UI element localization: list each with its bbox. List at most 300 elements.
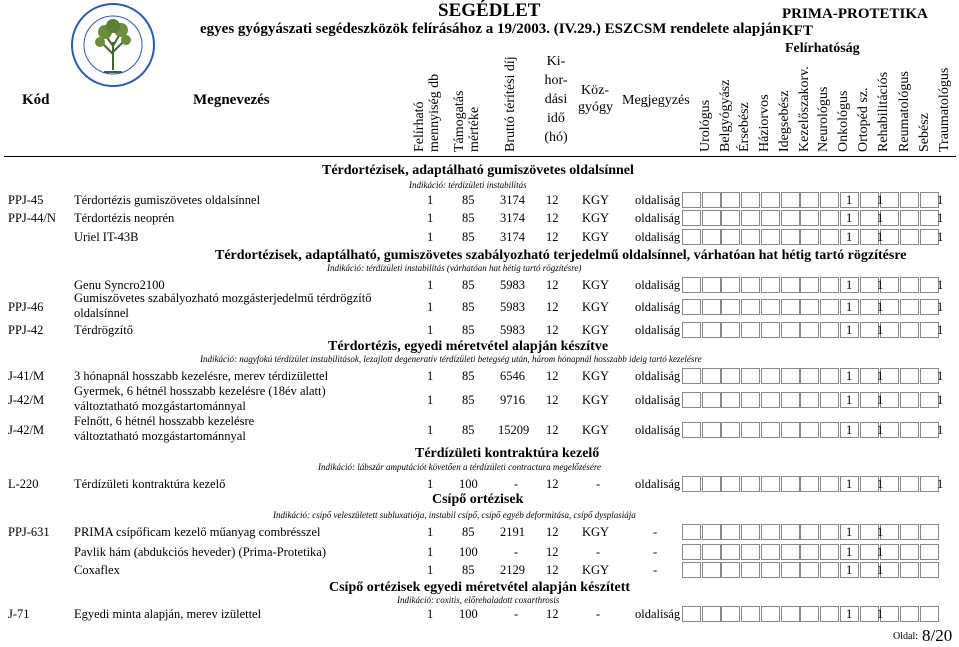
specialist-box — [820, 277, 839, 293]
specialist-mark: 1 — [877, 193, 884, 207]
specialist-box — [761, 524, 780, 540]
specialist-box — [800, 368, 819, 384]
company-name: PRIMA-PROTETIKA KFT — [782, 6, 928, 39]
specialist-box — [682, 606, 701, 622]
row-price: 9716 — [500, 393, 525, 407]
section-title: Térdortézisek, adaptálható gumiszövetes oldalsínnel — [322, 163, 634, 178]
specialist-mark: 1 — [846, 393, 853, 407]
row-support: 85 — [462, 369, 475, 383]
specialist-mark: 1 — [877, 211, 884, 225]
specialist-box — [741, 210, 760, 226]
specialist-box — [682, 524, 701, 540]
row-price: 3174 — [500, 211, 525, 225]
specialist-box — [781, 422, 800, 438]
specialist-box — [761, 422, 780, 438]
specialist-box — [820, 322, 839, 338]
specialist-box — [721, 392, 740, 408]
row-note: oldaliság — [635, 323, 681, 337]
row-qty: 1 — [427, 563, 434, 577]
specialist-box — [721, 562, 740, 578]
specialist-box — [781, 544, 800, 560]
section-indication: Indikáció: térdízületi instabilitás — [409, 180, 527, 190]
row-period: 12 — [546, 278, 559, 292]
row-price: 2191 — [500, 525, 525, 539]
specialist-box — [761, 392, 780, 408]
row-note: - — [653, 525, 658, 539]
specialist-mark: 1 — [877, 393, 884, 407]
specialist-box — [781, 392, 800, 408]
row-qty: 1 — [427, 193, 434, 207]
specialist-box — [900, 524, 919, 540]
specialist-box — [781, 192, 800, 208]
col-header-megnevezes: Megnevezés — [193, 92, 270, 108]
specialist-box — [721, 210, 740, 226]
col-header-kozgyogy: Köz- gyógy — [578, 83, 613, 115]
specialist-mark: 1 — [877, 278, 884, 292]
row-name-line2: változtatható mozgástartománnyal — [74, 429, 246, 443]
specialist-box — [900, 368, 919, 384]
section-title: Térdortézisek, adaptálható, gumiszövetes szabályozható terjedelmű oldalsínnel, várhatóan hat hétig tartó rögzítésre — [215, 248, 907, 263]
row-kozgyogy: - — [596, 477, 601, 491]
specialist-box — [682, 392, 701, 408]
row-qty: 1 — [427, 369, 434, 383]
row-note: oldaliság — [635, 300, 681, 314]
row-code: PPJ-44/N — [8, 211, 56, 225]
row-price: 6546 — [500, 369, 525, 383]
specialist-box — [702, 476, 721, 492]
specialist-box — [781, 476, 800, 492]
specialist-mark: 1 — [846, 369, 853, 383]
row-code: L-220 — [8, 477, 39, 491]
specialist-mark: 1 — [846, 230, 853, 244]
row-period: 12 — [546, 607, 559, 621]
section-indication: Indikáció: csípő veleszületett subluxatiója, instabil csípő, csípő egyéb deformitása, csípő dysplasiája — [273, 510, 636, 520]
row-kozgyogy: KGY — [582, 393, 610, 407]
row-note: oldaliság — [635, 230, 681, 244]
specialist-mark: 1 — [937, 369, 944, 383]
section-indication: Indikáció: coxitis, előrehaladott coxarthrosis — [397, 595, 560, 605]
specialist-box — [741, 524, 760, 540]
page-title: SEGÉDLET — [438, 0, 541, 21]
specialist-box — [781, 229, 800, 245]
row-qty: 1 — [427, 230, 434, 244]
specialist-box — [741, 192, 760, 208]
specialist-mark: 1 — [937, 393, 944, 407]
specialist-mark: 1 — [877, 545, 884, 559]
row-note: oldaliság — [635, 211, 681, 225]
specialist-box — [721, 476, 740, 492]
specialist-box — [702, 562, 721, 578]
specialist-box — [761, 210, 780, 226]
specialist-box — [702, 392, 721, 408]
row-name: Felnőtt, 6 hétnél hosszabb kezelésre — [74, 414, 255, 428]
specialist-mark: 1 — [877, 323, 884, 337]
row-name: Gyermek, 6 hétnél hosszabb kezelésre (18év alatt) — [74, 384, 326, 398]
row-name: Térdízületi kontraktúra kezelő — [74, 477, 226, 491]
specialist-mark: 1 — [937, 230, 944, 244]
row-code: PPJ-45 — [8, 193, 44, 207]
row-price: 5983 — [500, 278, 525, 292]
specialist-box — [741, 562, 760, 578]
specialist-box — [781, 524, 800, 540]
specialist-mark: 1 — [937, 477, 944, 491]
row-support: 85 — [462, 323, 475, 337]
section-indication: Indikáció: térdízületi instabilitás (várhatóan hat hétig tartó rögzítésre) — [327, 263, 582, 273]
row-price: 2129 — [500, 563, 525, 577]
specialist-box — [702, 192, 721, 208]
specialist-box — [820, 606, 839, 622]
specialist-mark: 1 — [846, 423, 853, 437]
col-header-kihordasi-ido: Ki- hor- dási idő (hó) — [544, 54, 568, 145]
specialist-box — [800, 299, 819, 315]
specialist-box — [781, 322, 800, 338]
row-support: 85 — [462, 193, 475, 207]
row-price: 5983 — [500, 300, 525, 314]
specialist-box — [800, 524, 819, 540]
row-code: J-41/M — [8, 369, 45, 383]
row-period: 12 — [546, 545, 559, 559]
specialist-box — [800, 422, 819, 438]
specialist-mark: 1 — [937, 211, 944, 225]
row-code: J-71 — [8, 607, 30, 621]
section-title: Csípő ortézisek — [432, 492, 524, 507]
row-support: 85 — [462, 230, 475, 244]
section-indication: Indikáció: nagyfokú térdízület instabilitások, lezajlott degeneratív térdízületi betegség után, három hónapnál hosszabb ideig tartó kezelésre — [200, 354, 702, 364]
specialist-box — [800, 192, 819, 208]
specialist-box — [721, 299, 740, 315]
row-kozgyogy: KGY — [582, 193, 610, 207]
specialist-box — [900, 210, 919, 226]
specialist-mark: 1 — [846, 300, 853, 314]
specialist-box — [682, 562, 701, 578]
felirhatosag-header: Felírhatóság — [785, 41, 860, 56]
row-price: 5983 — [500, 323, 525, 337]
specialist-box — [721, 524, 740, 540]
row-support: 100 — [459, 545, 478, 559]
specialist-box — [741, 476, 760, 492]
row-name: Pavlik hám (abdukciós heveder) (Prima-Protetika) — [74, 545, 327, 559]
row-period: 12 — [546, 477, 559, 491]
specialist-box — [702, 544, 721, 560]
section-title: Térdortézis, egyedi méretvétel alapján készítve — [328, 339, 609, 354]
specialist-box — [820, 192, 839, 208]
row-note: oldaliság — [635, 369, 681, 383]
row-note: oldaliság — [635, 278, 681, 292]
specialist-box — [800, 229, 819, 245]
specialist-box — [682, 368, 701, 384]
row-price: 15209 — [498, 423, 530, 437]
row-qty: 1 — [427, 545, 434, 559]
specialist-box — [820, 524, 839, 540]
specialist-mark: 1 — [937, 323, 944, 337]
specialist-box — [761, 192, 780, 208]
specialist-box — [900, 277, 919, 293]
row-qty: 1 — [427, 300, 434, 314]
specialist-box — [702, 422, 721, 438]
row-support: 100 — [459, 477, 478, 491]
row-support: 85 — [462, 525, 475, 539]
row-period: 12 — [546, 211, 559, 225]
row-qty: 1 — [427, 278, 434, 292]
specialist-box — [781, 562, 800, 578]
specialist-box — [800, 322, 819, 338]
row-period: 12 — [546, 230, 559, 244]
specialist-mark: 1 — [846, 525, 853, 539]
row-period: 12 — [546, 193, 559, 207]
specialist-box — [800, 606, 819, 622]
specialist-box — [781, 606, 800, 622]
specialist-box — [900, 299, 919, 315]
row-price: - — [514, 545, 519, 559]
specialist-mark: 1 — [937, 300, 944, 314]
specialist-box — [900, 392, 919, 408]
section-title: Térdízületi kontraktúra kezelő — [415, 446, 600, 461]
specialist-box — [702, 277, 721, 293]
row-period: 12 — [546, 369, 559, 383]
row-name: Térdortézis neoprén — [74, 211, 175, 225]
specialist-box — [702, 524, 721, 540]
row-period: 12 — [546, 323, 559, 337]
row-period: 12 — [546, 563, 559, 577]
specialist-box — [682, 192, 701, 208]
specialist-mark: 1 — [937, 423, 944, 437]
specialist-box — [721, 192, 740, 208]
specialist-box — [900, 192, 919, 208]
row-kozgyogy: - — [596, 545, 601, 559]
row-note: oldaliság — [635, 477, 681, 491]
specialist-mark: 1 — [877, 300, 884, 314]
specialist-box — [761, 299, 780, 315]
specialist-box — [761, 562, 780, 578]
row-kozgyogy: KGY — [582, 525, 610, 539]
specialist-mark: 1 — [846, 545, 853, 559]
specialist-box — [702, 606, 721, 622]
row-support: 85 — [462, 300, 475, 314]
row-note: - — [653, 563, 658, 577]
specialist-box — [761, 229, 780, 245]
specialist-box — [781, 210, 800, 226]
specialist-mark: 1 — [846, 563, 853, 577]
row-note: oldaliság — [635, 393, 681, 407]
row-name: Coxaflex — [74, 563, 120, 577]
row-support: 85 — [462, 393, 475, 407]
specialist-box — [781, 299, 800, 315]
row-note: oldaliság — [635, 607, 681, 621]
specialist-box — [900, 422, 919, 438]
row-kozgyogy: KGY — [582, 278, 610, 292]
specialist-box — [920, 606, 939, 622]
specialist-mark: 1 — [877, 525, 884, 539]
specialist-box — [781, 368, 800, 384]
col-header-kod: Kód — [22, 92, 50, 108]
specialist-mark: 1 — [877, 563, 884, 577]
specialist-box — [820, 210, 839, 226]
specialist-mark: 1 — [937, 278, 944, 292]
specialist-box — [741, 544, 760, 560]
specialist-mark: 1 — [846, 323, 853, 337]
row-kozgyogy: KGY — [582, 563, 610, 577]
specialist-box — [702, 229, 721, 245]
row-name-line2: változtatható mozgástartománnyal — [74, 399, 246, 413]
specialist-box — [761, 544, 780, 560]
specialist-box — [721, 606, 740, 622]
specialist-box — [820, 392, 839, 408]
row-qty: 1 — [427, 525, 434, 539]
specialist-box — [820, 476, 839, 492]
specialist-box — [682, 322, 701, 338]
specialist-box — [721, 544, 740, 560]
specialist-mark: 1 — [877, 369, 884, 383]
row-kozgyogy: KGY — [582, 300, 610, 314]
section-indication: Indikáció: lábszár amputációt követően a térdízületi contractura megelőzésére — [318, 462, 602, 472]
row-name: Térdrögzítő — [74, 323, 134, 337]
row-code: PPJ-42 — [8, 323, 44, 337]
specialist-box — [741, 277, 760, 293]
row-name-line2: oldalsínnel — [74, 306, 129, 320]
specialist-box — [900, 322, 919, 338]
specialist-box — [702, 210, 721, 226]
specialist-box — [741, 229, 760, 245]
specialist-box — [920, 524, 939, 540]
specialist-box — [682, 299, 701, 315]
row-note: oldaliság — [635, 193, 681, 207]
specialist-box — [761, 606, 780, 622]
specialist-box — [682, 210, 701, 226]
row-code: J-42/M — [8, 393, 45, 407]
specialist-box — [900, 544, 919, 560]
row-qty: 1 — [427, 423, 434, 437]
row-period: 12 — [546, 525, 559, 539]
specialist-mark: 1 — [846, 607, 853, 621]
row-qty: 1 — [427, 477, 434, 491]
row-code: PPJ-46 — [8, 300, 44, 314]
row-support: 85 — [462, 563, 475, 577]
row-price: - — [514, 477, 519, 491]
specialist-mark: 1 — [877, 423, 884, 437]
specialist-box — [781, 277, 800, 293]
row-kozgyogy: KGY — [582, 323, 610, 337]
row-qty: 1 — [427, 323, 434, 337]
specialist-box — [702, 368, 721, 384]
specialist-box — [702, 322, 721, 338]
company-logo — [70, 2, 156, 88]
row-name: Egyedi minta alapján, merev izülettel — [74, 607, 262, 621]
row-kozgyogy: KGY — [582, 230, 610, 244]
col-header-megjegyzes: Megjegyzés — [622, 93, 690, 108]
specialist-box — [721, 368, 740, 384]
row-kozgyogy: KGY — [582, 369, 610, 383]
row-qty: 1 — [427, 607, 434, 621]
specialist-box — [761, 368, 780, 384]
specialist-box — [800, 544, 819, 560]
row-name: Gumiszövetes szabályozható mozgásterjedelmű térdrögzítő — [74, 291, 372, 305]
row-kozgyogy: KGY — [582, 211, 610, 225]
specialist-box — [741, 322, 760, 338]
row-name: Uriel IT-43B — [74, 230, 139, 244]
specialist-box — [820, 544, 839, 560]
row-price: - — [514, 607, 519, 621]
row-code: J-42/M — [8, 423, 45, 437]
row-kozgyogy: - — [596, 607, 601, 621]
specialist-mark: 1 — [877, 230, 884, 244]
specialist-mark: 1 — [937, 193, 944, 207]
specialist-box — [741, 299, 760, 315]
row-price: 3174 — [500, 193, 525, 207]
specialist-box — [702, 299, 721, 315]
specialist-box — [682, 422, 701, 438]
row-support: 85 — [462, 423, 475, 437]
row-support: 85 — [462, 278, 475, 292]
page-label: Oldal: — [893, 631, 918, 642]
specialist-box — [721, 229, 740, 245]
specialist-mark: 1 — [877, 477, 884, 491]
row-note: - — [653, 545, 658, 559]
specialist-box — [741, 392, 760, 408]
specialist-box — [800, 210, 819, 226]
specialist-box — [761, 322, 780, 338]
specialist-mark: 1 — [846, 477, 853, 491]
page-subtitle: egyes gyógyászati segédeszközök felírásához a 19/2003. (IV.29.) ESZCSM rendelete alapján — [200, 21, 782, 37]
row-support: 100 — [459, 607, 478, 621]
row-name: PRIMA csípőficam kezelő műanyag combrésszel — [74, 525, 321, 539]
specialist-box — [820, 422, 839, 438]
specialist-box — [721, 322, 740, 338]
specialist-box — [800, 562, 819, 578]
specialist-mark: 1 — [846, 278, 853, 292]
section-title: Csípő ortézisek egyedi méretvétel alapján készített — [329, 580, 631, 595]
specialist-box — [900, 562, 919, 578]
specialist-box — [820, 299, 839, 315]
specialist-box — [920, 562, 939, 578]
row-name: 3 hónapnál hosszabb kezelésre, merev térdizülettel — [74, 369, 329, 383]
row-note: oldaliság — [635, 423, 681, 437]
specialist-box — [741, 368, 760, 384]
specialist-box — [761, 476, 780, 492]
specialist-box — [761, 277, 780, 293]
specialist-box — [900, 606, 919, 622]
specialist-box — [682, 476, 701, 492]
row-period: 12 — [546, 300, 559, 314]
row-support: 85 — [462, 211, 475, 225]
specialist-box — [920, 544, 939, 560]
specialist-box — [900, 229, 919, 245]
specialist-box — [741, 422, 760, 438]
row-code: PPJ-631 — [8, 525, 50, 539]
row-period: 12 — [546, 393, 559, 407]
row-name: Térdortézis gumiszövetes oldalsínnel — [74, 193, 261, 207]
row-price: 3174 — [500, 230, 525, 244]
specialist-mark: 1 — [846, 193, 853, 207]
specialist-box — [820, 229, 839, 245]
specialist-box — [682, 229, 701, 245]
specialist-box — [800, 392, 819, 408]
specialist-mark: 1 — [877, 607, 884, 621]
specialist-box — [721, 422, 740, 438]
row-name: Genu Syncro2100 — [74, 278, 165, 292]
row-period: 12 — [546, 423, 559, 437]
specialist-box — [900, 476, 919, 492]
specialist-box — [800, 476, 819, 492]
header-divider — [4, 156, 956, 157]
specialist-mark: 1 — [846, 211, 853, 225]
specialist-box — [682, 277, 701, 293]
row-kozgyogy: KGY — [582, 423, 610, 437]
specialist-box — [800, 277, 819, 293]
specialist-box — [820, 562, 839, 578]
specialist-box — [741, 606, 760, 622]
page-number: 8/20 — [922, 626, 953, 645]
specialist-box — [820, 368, 839, 384]
